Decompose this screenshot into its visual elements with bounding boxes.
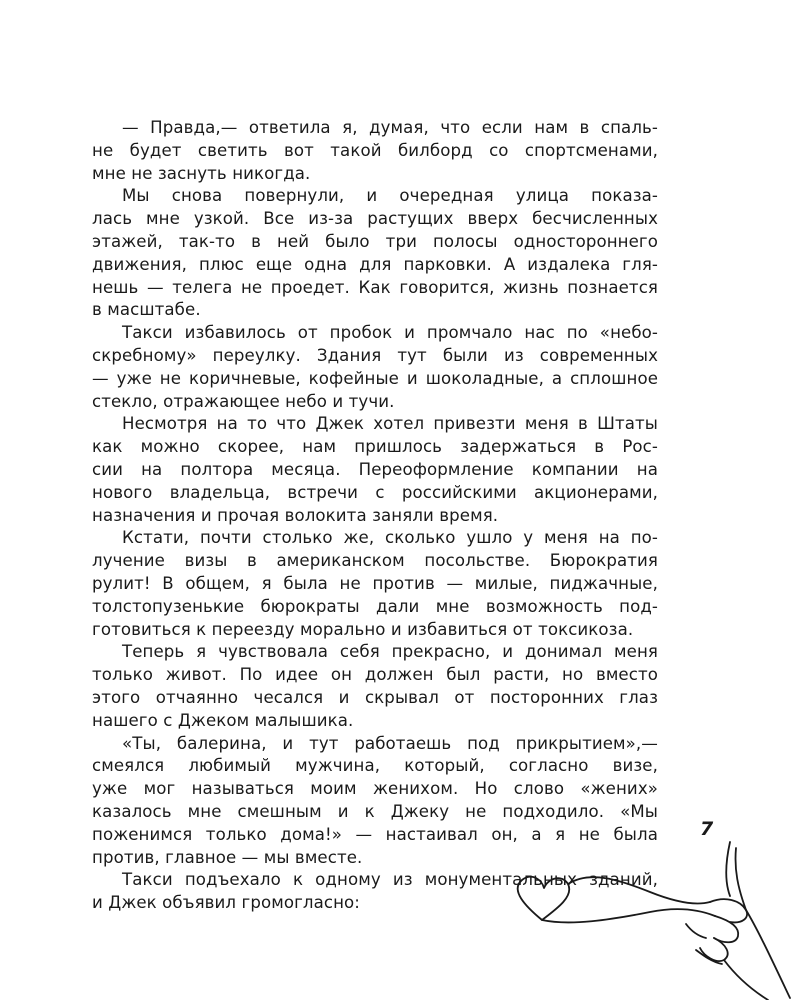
text-line: Кстати, почти столько же, сколько ушло у меня на по- — [122, 528, 658, 548]
text-line: Несмотря на то что Джек хотел привезти меня в Штаты — [122, 414, 658, 434]
text-line: — уже не коричневые, кофейные и шоколадные, а сплошное — [92, 368, 658, 388]
text-line: нашего с Джеком малышика. — [92, 710, 354, 730]
text-line: этажей, так-то в ней было три полосы одностороннего — [92, 231, 658, 251]
text-line: стекло, отражающее небо и тучи. — [92, 391, 395, 411]
text-line: нового владельца, встречи с российскими акционерами, — [92, 482, 658, 502]
text-line: в масштабе. — [92, 300, 201, 320]
text-line: — Правда,— ответила я, думая, что если нам в спаль- — [122, 118, 658, 137]
text-line: Такси подъехало к одному из монументальных зданий, — [122, 870, 658, 890]
text-line: смеялся любимый мужчина, который, согласно визе, — [92, 756, 658, 776]
text-line: уже мог называться моим женихом. Но слово «жених» — [92, 779, 658, 799]
text-line: рулит! В общем, я была не против — милые, пиджачные, — [92, 573, 658, 593]
text-line: не будет светить вот такой билборд со спортсменами, — [92, 140, 658, 160]
text-line: лась мне узкой. Все из-за растущих вверх бесчисленных — [92, 209, 658, 229]
text-line: скребному» переулку. Здания тут были из современных — [92, 345, 658, 365]
text-line: назначения и прочая волокита заняли время. — [92, 505, 499, 525]
text-line: готовиться к переезду морально и избавиться от токсикоза. — [92, 619, 634, 639]
text-line: нешь — телега не проедет. Как говорится, жизнь познается — [92, 277, 658, 297]
text-line: поженимся только дома!» — настаивал он, а я не была — [92, 824, 658, 844]
text-line: как можно скорее, нам пришлось задержаться в Рос- — [92, 437, 658, 457]
text-line: казалось мне смешным и к Джеку не подходило. «Мы — [92, 801, 658, 821]
page-number: 7 — [700, 818, 714, 840]
text-line: против, главное — мы вместе. — [92, 847, 363, 867]
text-line: Мы снова повернули, и очередная улица показа- — [122, 186, 658, 206]
text-line: движения, плюс еще одна для парковки. А издалека гля- — [92, 254, 658, 274]
text-line: сии на полтора месяца. Переоформление компании на — [92, 459, 658, 479]
text-line: «Ты, балерина, и тут работаешь под прикрытием»,— — [122, 733, 658, 753]
text-line: толстопузенькие бюрократы дали мне возможность под- — [92, 596, 658, 616]
text-line: этого отчаянно чесался и скрывал от посторонних глаз — [92, 687, 658, 707]
text-line: Такси избавилось от пробок и промчало нас по «небо- — [122, 323, 658, 343]
text-line: Теперь я чувствовала себя прекрасно, и донимал меня — [122, 642, 658, 662]
heart-hand-doodle-icon — [500, 840, 800, 1000]
text-line: только живот. По идее он должен был расти, но вместо — [92, 665, 658, 685]
text-line: и Джек объявил громогласно: — [92, 893, 360, 913]
text-line: лучение визы в американском посольстве. Бюрократия — [92, 551, 658, 571]
body-text — [92, 117, 658, 915]
text-line: мне не заснуть никогда. — [92, 163, 311, 183]
